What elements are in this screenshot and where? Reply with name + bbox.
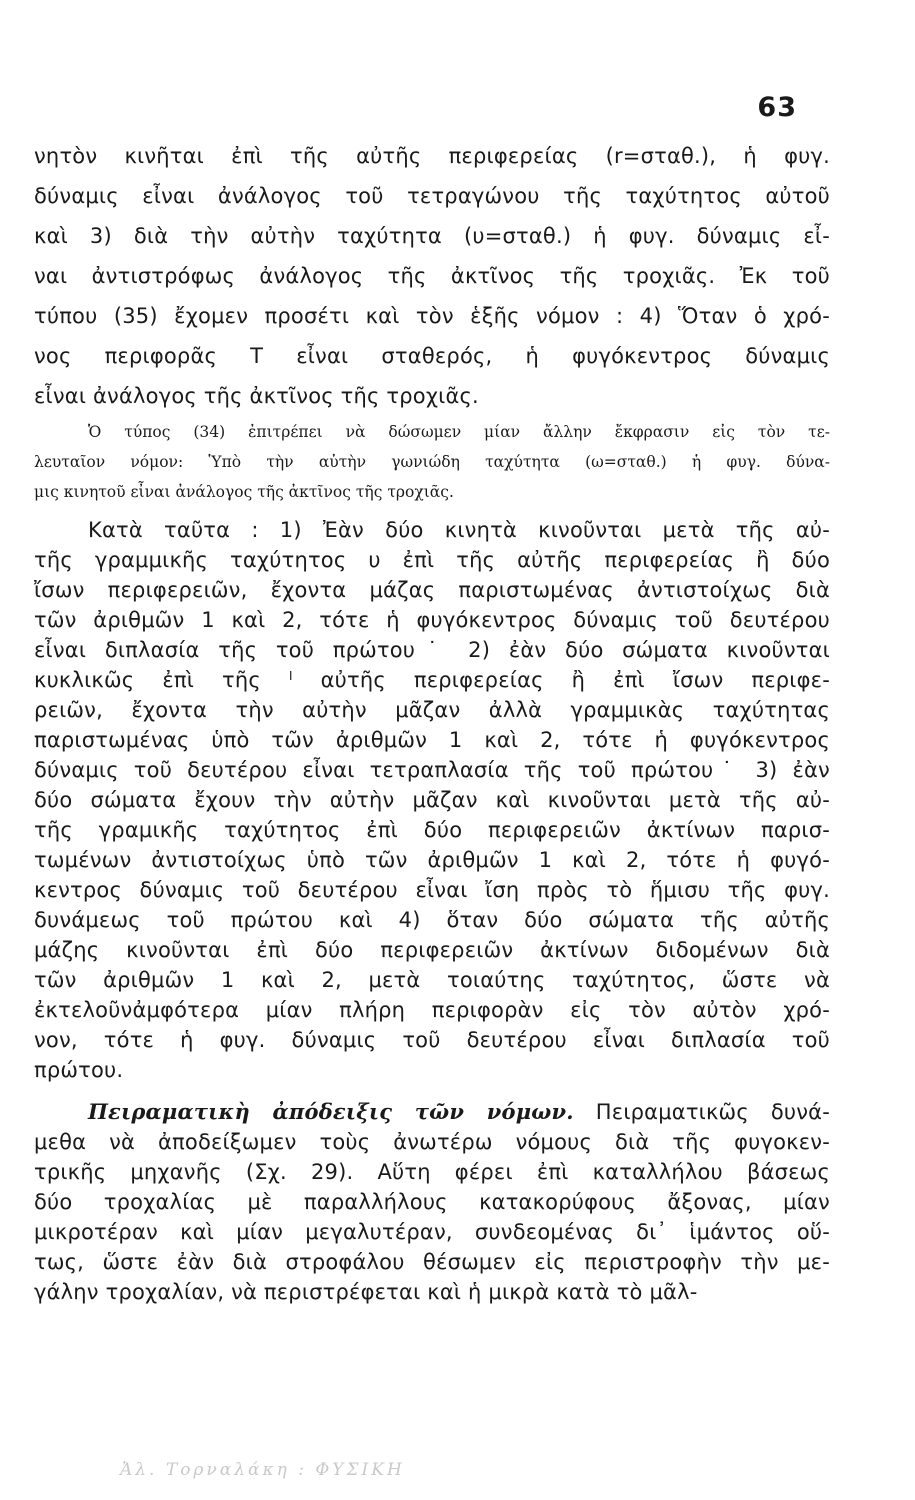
footer-watermark: Ἀλ. Τορναλάκη : ΦΥΣΙΚΗ: [120, 1460, 405, 1480]
text-line: πρώτου.: [34, 1058, 124, 1082]
text-line: μικροτέραν καὶ μίαν μεγαλυτέραν, συνδεομένας δι᾽ ἱμάντος οὕ-: [34, 1220, 830, 1244]
text-line: νον, τότε ἡ φυγ. δύναμις τοῦ δευτέρου εἶναι διπλασία τοῦ: [34, 1028, 830, 1052]
text-line: τρικῆς μηχανῆς (Σχ. 29). Αὕτη φέρει ἐπὶ καταλλήλου βάσεως: [34, 1160, 830, 1184]
text-line: δυνάμεως τοῦ πρώτου καὶ 4) ὅταν δύο σώματα τῆς αὐτῆς: [34, 908, 830, 932]
text-line: τωμένων ἀντιστοίχως ὑπὸ τῶν ἀριθμῶν 1 καὶ 2, τότε ἡ φυγό-: [34, 848, 830, 872]
text-line: μάζης κινοῦνται ἐπὶ δύο περιφερειῶν ἀκτίνων διδομένων διὰ: [34, 938, 830, 962]
text-line: τῆς γραμμικῆς ταχύτητος υ ἐπὶ τῆς αὐτῆς περιφερείας ἢ δύο: [34, 548, 830, 572]
text-line: γάλην τροχαλίαν, νὰ περιστρέφεται καὶ ἡ μικρὰ κατὰ τὸ μᾶλ-: [34, 1280, 698, 1304]
note-line: λευταῖον νόμον: Ὑπὸ τὴν αὐτὴν γωνιώδη ταχύτητα (ω=σταθ.) ἡ φυγ. δύνα-: [34, 453, 830, 471]
text-line: νος περιφορᾶς T εἶναι σταθερός, ἡ φυγόκεντρος δύναμις: [34, 344, 830, 368]
text-line: εἶναι ἀνάλογος τῆς ἀκτῖνος τῆς τροχιᾶς.: [34, 384, 479, 408]
text-line: μεθα νὰ ἀποδείξωμεν τοὺς ἀνωτέρω νόμους διὰ τῆς φυγοκεν-: [34, 1130, 830, 1154]
text-line: τύπου (35) ἔχομεν προσέτι καὶ τὸν ἑξῆς νόμον : 4) Ὅταν ὁ χρό-: [34, 304, 830, 328]
text-line: καὶ 3) διὰ τὴν αὐτὴν ταχύτητα (υ=σταθ.) ἡ φυγ. δύναμις εἶ-: [34, 224, 830, 248]
text-line: κεντρος δύναμις τοῦ δευτέρου εἶναι ἴση πρὸς τὸ ἥμισυ τῆς φυγ.: [34, 878, 830, 902]
text-line: νητὸν κινῆται ἐπὶ τῆς αὐτῆς περιφερείας (r=σταθ.), ἡ φυγ.: [34, 144, 830, 168]
note-line: μις κινητοῦ εἶναι ἀνάλογος τῆς ἀκτῖνος τῆς τροχιᾶς.: [34, 483, 454, 501]
text-line: ναι ἀντιστρόφως ἀνάλογος τῆς ἀκτῖνος τῆς τροχιᾶς. Ἐκ τοῦ: [34, 264, 830, 288]
text-line: δύο τροχαλίας μὲ παραλλήλους κατακορύφους ἄξονας, μίαν: [34, 1190, 830, 1214]
text-line: ἴσων περιφερειῶν, ἔχοντα μάζας παριστωμένας ἀντιστοίχως διὰ: [34, 578, 830, 602]
text-line: δύναμις τοῦ δευτέρου εἶναι τετραπλασία τῆς τοῦ πρώτου˙ 3) ἐὰν: [34, 758, 830, 782]
text-line: τως, ὥστε ἐὰν διὰ στροφάλου θέσωμεν εἰς περιστροφὴν τὴν με-: [34, 1250, 830, 1274]
text-run: Πειραματικῶς δυνά-: [595, 1100, 830, 1124]
text-line: Κατὰ ταῦτα : 1) Ἐὰν δύο κινητὰ κινοῦνται μετὰ τῆς αὐ-: [88, 518, 830, 542]
note-line: Ὁ τύπος (34) ἐπιτρέπει νὰ δώσωμεν μίαν ἄλλην ἔκφρασιν εἰς τὸν τε-: [88, 423, 830, 441]
text-line: τῆς γραμικῆς ταχύτητος ἐπὶ δύο περιφερειῶν ἀκτίνων παρισ-: [34, 818, 830, 842]
text-line: ἐκτελοῦνἀμφότερα μίαν πλήρη περιφορὰν εἰς τὸν αὐτὸν χρό-: [34, 998, 830, 1022]
section-heading-line: [88, 1098, 830, 1126]
text-line: δύναμις εἶναι ἀνάλογος τοῦ τετραγώνου τῆς ταχύτητος αὐτοῦ: [34, 184, 830, 208]
page-number: 63: [757, 92, 797, 123]
text-line: ρειῶν, ἔχοντα τὴν αὐτὴν μᾶζαν ἀλλὰ γραμμικὰς ταχύτητας: [34, 698, 830, 722]
section-heading: Πειραματικὴ ἀπόδειξις τῶν νόμων.: [88, 1099, 574, 1124]
text-line: εἶναι διπλασία τῆς τοῦ πρώτου˙ 2) ἐὰν δύο σώματα κινοῦνται: [34, 638, 830, 662]
text-line: τῶν ἀριθμῶν 1 καὶ 2, τότε ἡ φυγόκεντρος δύναμις τοῦ δευτέρου: [34, 608, 830, 632]
text-line: κυκλικῶς ἐπὶ τῆς ˡ αὐτῆς περιφερείας ἢ ἐπὶ ἴσων περιφε-: [34, 668, 830, 692]
text-line: τῶν ἀριθμῶν 1 καὶ 2, μετὰ τοιαύτης ταχύτητος, ὥστε νὰ: [34, 968, 830, 992]
text-line: δύο σώματα ἔχουν τὴν αὐτὴν μᾶζαν καὶ κινοῦνται μετὰ τῆς αὐ-: [34, 788, 830, 812]
text-line: παριστωμένας ὑπὸ τῶν ἀριθμῶν 1 καὶ 2, τότε ἡ φυγόκεντρος: [34, 728, 830, 752]
